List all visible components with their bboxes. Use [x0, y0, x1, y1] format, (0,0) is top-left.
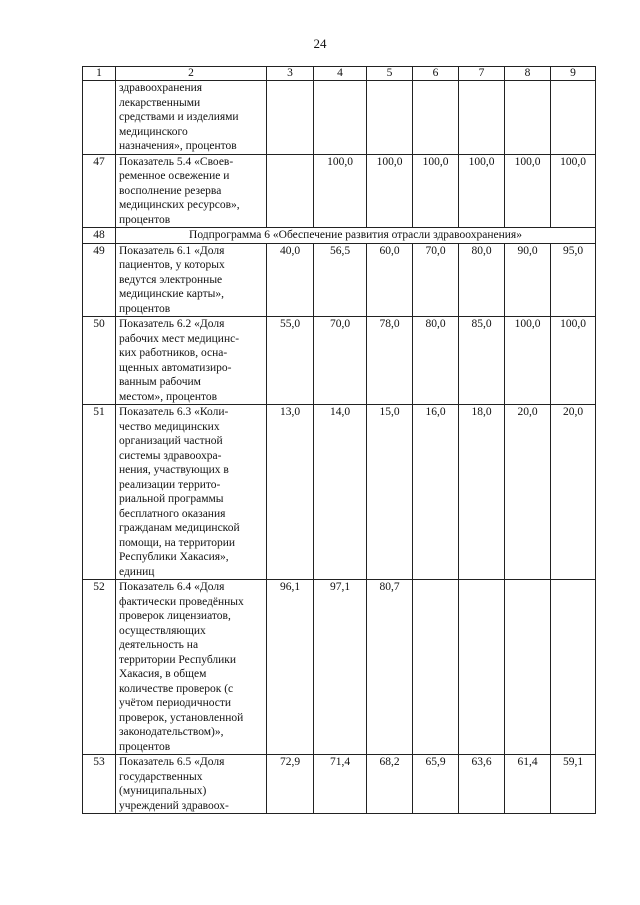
column-number: 5 [367, 67, 413, 81]
indicator-table [82, 66, 596, 814]
value-cell: 80,0 [413, 317, 459, 405]
value-cell [267, 81, 314, 155]
value-cell: 59,1 [551, 755, 596, 814]
value-cell: 65,9 [413, 755, 459, 814]
value-cell: 13,0 [267, 405, 314, 580]
row-number: 48 [83, 228, 116, 244]
value-cell [551, 81, 596, 155]
row-number [83, 81, 116, 155]
column-number: 4 [314, 67, 367, 81]
value-cell: 100,0 [505, 317, 551, 405]
value-cell [413, 81, 459, 155]
value-cell: 96,1 [267, 580, 314, 755]
value-cell [505, 81, 551, 155]
value-cell: 72,9 [267, 755, 314, 814]
indicator-description: Показатель 6.4 «Доля фактически проведённых проверок лицензиатов, осуществляющих деятельность на территории Республики Хакасия, в общем количестве проверок (с учётом периодичности проверок, установленной законодательством)», процентов [116, 580, 267, 755]
row-number: 53 [83, 755, 116, 814]
column-number: 3 [267, 67, 314, 81]
indicator-description: здравоохранения лекарственными средствами и изделиями медицинского назначения», процентов [116, 81, 267, 155]
value-cell: 70,0 [314, 317, 367, 405]
value-cell: 100,0 [367, 154, 413, 228]
value-cell: 100,0 [459, 154, 505, 228]
row-number: 51 [83, 405, 116, 580]
value-cell: 78,0 [367, 317, 413, 405]
value-cell: 18,0 [459, 405, 505, 580]
value-cell: 85,0 [459, 317, 505, 405]
row-number: 50 [83, 317, 116, 405]
column-number: 1 [83, 67, 116, 81]
value-cell: 60,0 [367, 243, 413, 317]
value-cell [459, 81, 505, 155]
value-cell [367, 81, 413, 155]
value-cell: 80,7 [367, 580, 413, 755]
column-number: 6 [413, 67, 459, 81]
row-number: 47 [83, 154, 116, 228]
table-row [83, 154, 596, 228]
value-cell [267, 154, 314, 228]
value-cell: 100,0 [413, 154, 459, 228]
row-number: 49 [83, 243, 116, 317]
indicator-description: Показатель 6.3 «Коли- чество медицинских организаций частной системы здравоохра- нения, участвующих в реализации террито- риальной программы бесплатного оказания гражданам медицинской помощи, на территории Республики Хакасия», единиц [116, 405, 267, 580]
value-cell: 90,0 [505, 243, 551, 317]
value-cell: 20,0 [505, 405, 551, 580]
value-cell: 63,6 [459, 755, 505, 814]
column-number: 9 [551, 67, 596, 81]
table-row [83, 243, 596, 317]
column-number-row [83, 67, 596, 81]
value-cell: 40,0 [267, 243, 314, 317]
value-cell [459, 580, 505, 755]
value-cell: 100,0 [551, 317, 596, 405]
value-cell: 20,0 [551, 405, 596, 580]
value-cell [314, 81, 367, 155]
value-cell [413, 580, 459, 755]
value-cell: 71,4 [314, 755, 367, 814]
table-row [83, 81, 596, 155]
value-cell [505, 580, 551, 755]
table-row [83, 317, 596, 405]
value-cell: 15,0 [367, 405, 413, 580]
value-cell: 100,0 [505, 154, 551, 228]
subprogram-row [83, 228, 596, 244]
value-cell: 97,1 [314, 580, 367, 755]
value-cell: 100,0 [314, 154, 367, 228]
value-cell: 16,0 [413, 405, 459, 580]
indicator-description: Показатель 6.5 «Доля государственных (муниципальных) учреждений здравоох- [116, 755, 267, 814]
row-number: 52 [83, 580, 116, 755]
table-row [83, 580, 596, 755]
value-cell: 55,0 [267, 317, 314, 405]
column-number: 8 [505, 67, 551, 81]
value-cell: 61,4 [505, 755, 551, 814]
value-cell: 95,0 [551, 243, 596, 317]
value-cell: 56,5 [314, 243, 367, 317]
subprogram-heading: Подпрограмма 6 «Обеспечение развития отрасли здравоохранения» [116, 228, 596, 244]
indicator-description: Показатель 6.1 «Доля пациентов, у которых ведутся электронные медицинские карты», процентов [116, 243, 267, 317]
value-cell: 80,0 [459, 243, 505, 317]
indicator-description: Показатель 6.2 «Доля рабочих мест медицинс- ких работников, осна- щенных автоматизиро- ванным рабочим местом», процентов [116, 317, 267, 405]
column-number: 7 [459, 67, 505, 81]
value-cell: 14,0 [314, 405, 367, 580]
page-number: 24 [313, 36, 327, 51]
value-cell: 70,0 [413, 243, 459, 317]
indicator-description: Показатель 5.4 «Своев- ременное освежение и восполнение резерва медицинских ресурсов», процентов [116, 154, 267, 228]
value-cell: 100,0 [551, 154, 596, 228]
column-number: 2 [116, 67, 267, 81]
value-cell: 68,2 [367, 755, 413, 814]
table-row [83, 405, 596, 580]
table-row [83, 755, 596, 814]
value-cell [551, 580, 596, 755]
